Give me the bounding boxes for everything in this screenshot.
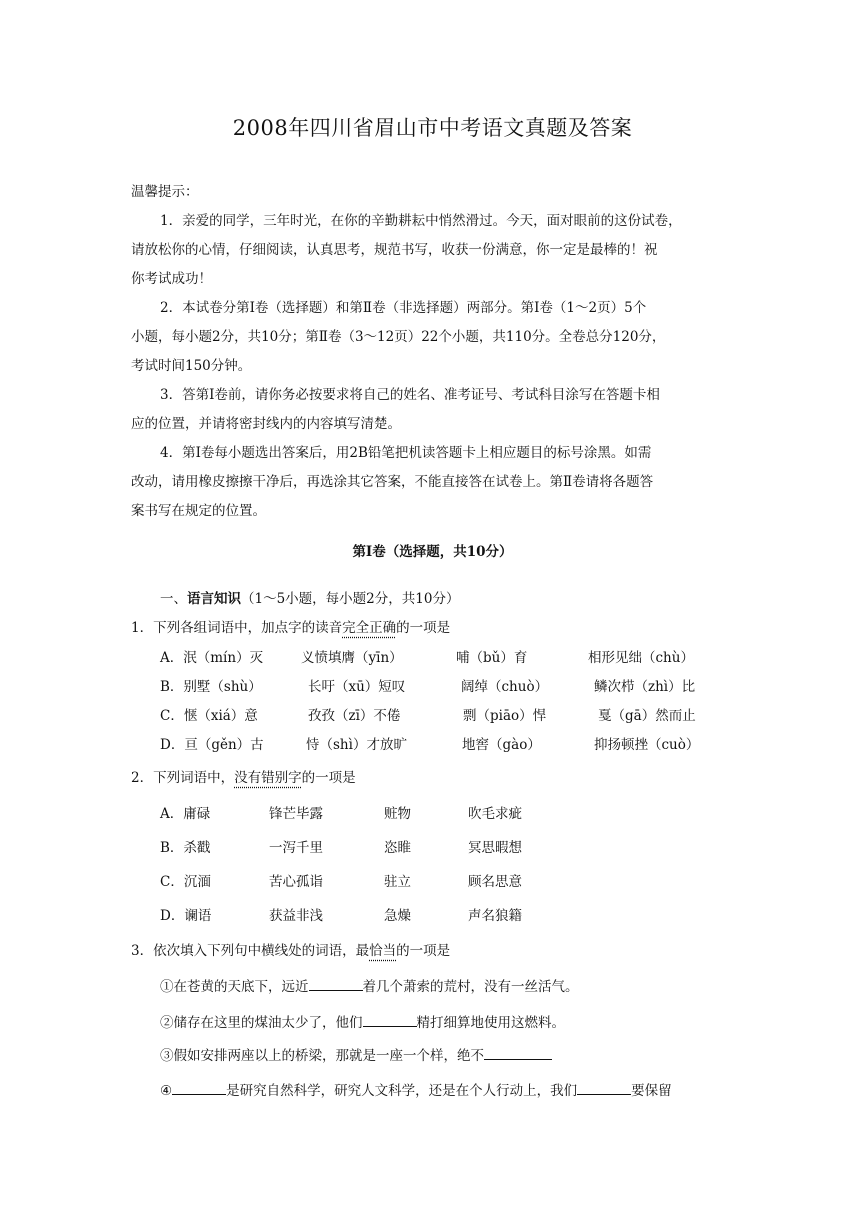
tip-3-line-2: 应的位置，并请将密封线内的内容填写清楚。 — [131, 416, 401, 432]
q3-sentence-2 — [160, 1012, 565, 1032]
q2-option-d-2: 获益非浅 — [269, 908, 323, 924]
page-title: 2008年四川省眉山市中考语文真题及答案 — [232, 116, 633, 140]
q1-option-c-1: C．惬（xiá）意 — [160, 708, 258, 724]
q2-option-d-1: D．谰语 — [160, 908, 212, 924]
q1-option-b-2: 长吁（xū）短叹 — [308, 679, 406, 695]
q3-s4-part-b: 是研究自然科学，研究人文科学，还是在个人行动上，我们 — [226, 1083, 578, 1099]
q3-sentence-3 — [160, 1045, 552, 1065]
q3-s4-part-a: ④ — [160, 1083, 173, 1099]
q3-stem-post: 的一项是 — [396, 943, 451, 959]
q3-s1-part-a: ①在苍黄的天底下，远近 — [160, 979, 309, 995]
q2-option-c-2: 苦心孤诣 — [269, 874, 323, 890]
q2-option-a-1: A．庸碌 — [160, 806, 211, 822]
q2-option-c-3: 驻立 — [384, 874, 411, 890]
q1-option-d-1: D．亘（gěn）古 — [160, 737, 264, 753]
q1-stem-pre: 1．下列各组词语中，加点字的读音 — [131, 620, 343, 636]
q3-stem-emphasis: 恰当 — [369, 943, 397, 959]
q3-stem-pre: 3．依次填入下列句中横线处的词语，最 — [131, 943, 370, 959]
q1-stem — [131, 619, 450, 637]
part1-name: 语言知识 — [187, 591, 241, 607]
q2-option-b-2: 一泻千里 — [269, 840, 323, 856]
q1-option-b-1: B．别墅（shù） — [160, 679, 262, 695]
tip-1-line-2: 请放松你的心情，仔细阅读，认真思考，规范书写，收获一份满意，你一定是最棒的！祝 — [131, 242, 658, 258]
q2-stem — [131, 769, 356, 787]
q3-stem — [131, 942, 450, 960]
q2-option-b-1: B．杀戳 — [160, 840, 211, 856]
tip-2-line-3: 考试时间150分钟。 — [131, 358, 252, 374]
q3-s4-blank-2 — [577, 1080, 631, 1095]
q2-stem-post: 的一项是 — [301, 770, 356, 786]
section-title: 第Ⅰ卷（选择题，共10分） — [352, 544, 513, 560]
tip-4-line-2: 改动，请用橡皮擦擦干净后，再选涂其它答案，不能直接答在试卷上。第Ⅱ卷请将各题答 — [131, 474, 654, 490]
q3-s1-blank — [309, 976, 363, 991]
q2-option-a-2: 锋芒毕露 — [269, 806, 323, 822]
q2-option-a-4: 吹毛求疵 — [468, 806, 522, 822]
part1-note: （1～5小题，每小题2分，共10分） — [241, 591, 460, 607]
q2-option-c-4: 顾名思意 — [468, 874, 522, 890]
q1-option-a-4: 相形见绌（chù） — [588, 650, 694, 666]
q2-option-b-4: 冥思暇想 — [468, 840, 522, 856]
q1-option-c-3: 剽（piāo）悍 — [463, 708, 547, 724]
q2-option-c-1: C．沉湎 — [160, 874, 211, 890]
q2-option-d-4: 声名狼籍 — [468, 908, 522, 924]
part1-heading — [160, 590, 459, 608]
tip-1-line-3: 你考试成功！ — [131, 271, 212, 287]
tip-1-line-1: 1．亲爱的同学，三年时光，在你的辛勤耕耘中悄然滑过。今天，面对眼前的这份试卷， — [160, 213, 682, 229]
q1-option-b-4: 鳞次栉（zhì）比 — [594, 679, 696, 695]
q2-stem-emphasis: 没有错别字 — [234, 770, 302, 786]
tip-3-line-1: 3．答第Ⅰ卷前，请你务必按要求将自己的姓名、准考证号、考试科目涂写在答题卡相 — [160, 387, 660, 403]
q3-s2-part-a: ②储存在这里的煤油太少了，他们 — [160, 1015, 363, 1031]
q1-option-a-1: A．泯（mín）灭 — [160, 650, 264, 666]
q3-s2-blank — [363, 1012, 417, 1027]
q3-s2-part-b: 精打细算地使用这燃料。 — [416, 1015, 565, 1031]
q1-option-a-2: 义愤填膺（yīn） — [301, 650, 403, 666]
q1-option-b-3: 阔绰（chuò） — [461, 679, 549, 695]
tip-4-line-1: 4．第Ⅰ卷每小题选出答案后，用2B铅笔把机读答题卡上相应题目的标号涂黑。如需 — [160, 445, 652, 461]
q2-stem-pre: 2．下列词语中， — [131, 770, 235, 786]
q1-option-c-4: 戛（gā）然而止 — [598, 708, 696, 724]
q1-option-d-3: 地窖（gào） — [462, 737, 541, 753]
tip-4-line-3: 案书写在规定的位置。 — [131, 503, 266, 519]
q2-option-a-3: 赃物 — [384, 806, 411, 822]
q3-sentence-4 — [160, 1080, 672, 1100]
q3-s4-part-c: 要保留 — [631, 1083, 672, 1099]
tips-label: 温馨提示： — [131, 184, 199, 200]
q1-option-a-3: 哺（bǔ）育 — [456, 650, 528, 666]
q3-s4-blank-1 — [172, 1080, 226, 1095]
q3-s1-part-b: 着几个萧索的荒村，没有一丝活气。 — [362, 979, 579, 995]
tip-2-line-2: 小题，每小题2分，共10分；第Ⅱ卷（3～12页）22个小题，共110分。全卷总分120分， — [131, 329, 666, 345]
q1-option-d-4: 抑扬顿挫（cuò） — [594, 737, 700, 753]
q1-stem-post: 的一项是 — [396, 620, 451, 636]
q1-stem-emphasis: 完全正确 — [342, 620, 397, 636]
q2-option-b-3: 恣睢 — [384, 840, 411, 856]
q1-option-c-2: 孜孜（zī）不倦 — [308, 708, 401, 724]
q3-s3-part-a: ③假如安排两座以上的桥梁，那就是一座一个样，绝不 — [160, 1048, 484, 1064]
tip-2-line-1: 2．本试卷分第Ⅰ卷（选择题）和第Ⅱ卷（非选择题）两部分。第Ⅰ卷（1～2页）5个 — [160, 300, 647, 316]
part1-prefix: 一、 — [160, 591, 187, 607]
q1-option-d-2: 恃（shì）才放旷 — [306, 737, 407, 753]
q2-option-d-3: 急燥 — [384, 908, 411, 924]
q3-sentence-1 — [160, 976, 579, 996]
q3-s3-blank — [484, 1045, 552, 1060]
